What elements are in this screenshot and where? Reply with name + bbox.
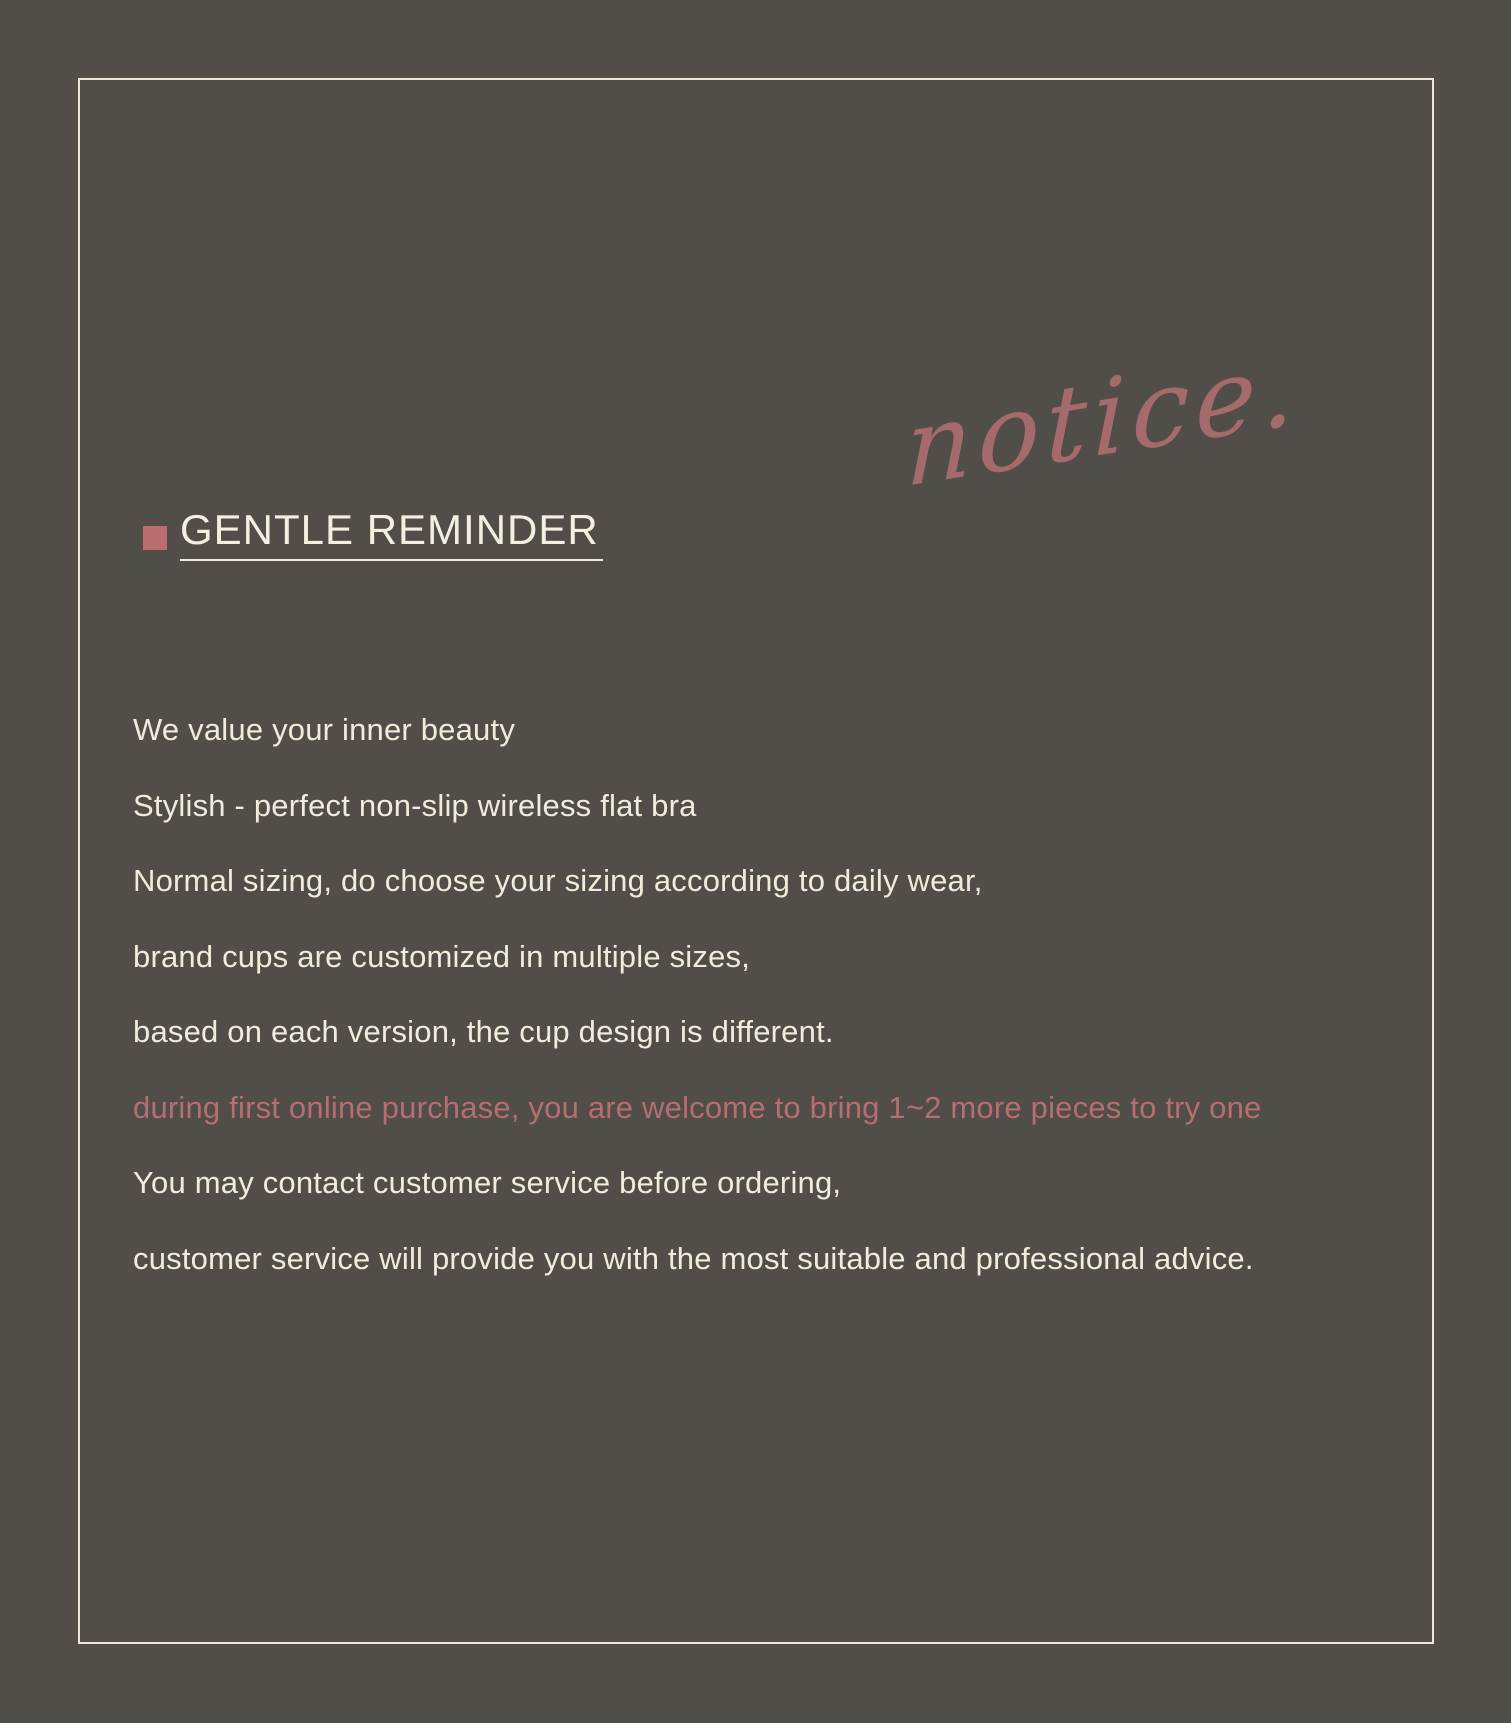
- body-line: Normal sizing, do choose your sizing according to daily wear,: [133, 863, 983, 898]
- notice-script-text: notice.: [904, 324, 1302, 512]
- body-text: [133, 692, 1413, 1296]
- body-line: You may contact customer service before ordering,: [133, 1165, 842, 1200]
- body-line: based on each version, the cup design is different.: [133, 1014, 834, 1049]
- body-line: brand cups are customized in multiple sizes,: [133, 938, 751, 974]
- body-line: Stylish - perfect non-slip wireless flat bra: [133, 787, 697, 823]
- body-line: We value your inner beauty: [133, 712, 516, 747]
- body-line-highlight: during first online purchase, you are welcome to bring 1~2 more pieces to try one: [133, 1089, 1262, 1125]
- square-bullet-icon: [143, 526, 167, 550]
- gentle-reminder-header: [143, 508, 603, 561]
- body-line: customer service will provide you with the most suitable and professional advice.: [133, 1240, 1254, 1276]
- section-title: GENTLE REMINDER: [180, 508, 603, 561]
